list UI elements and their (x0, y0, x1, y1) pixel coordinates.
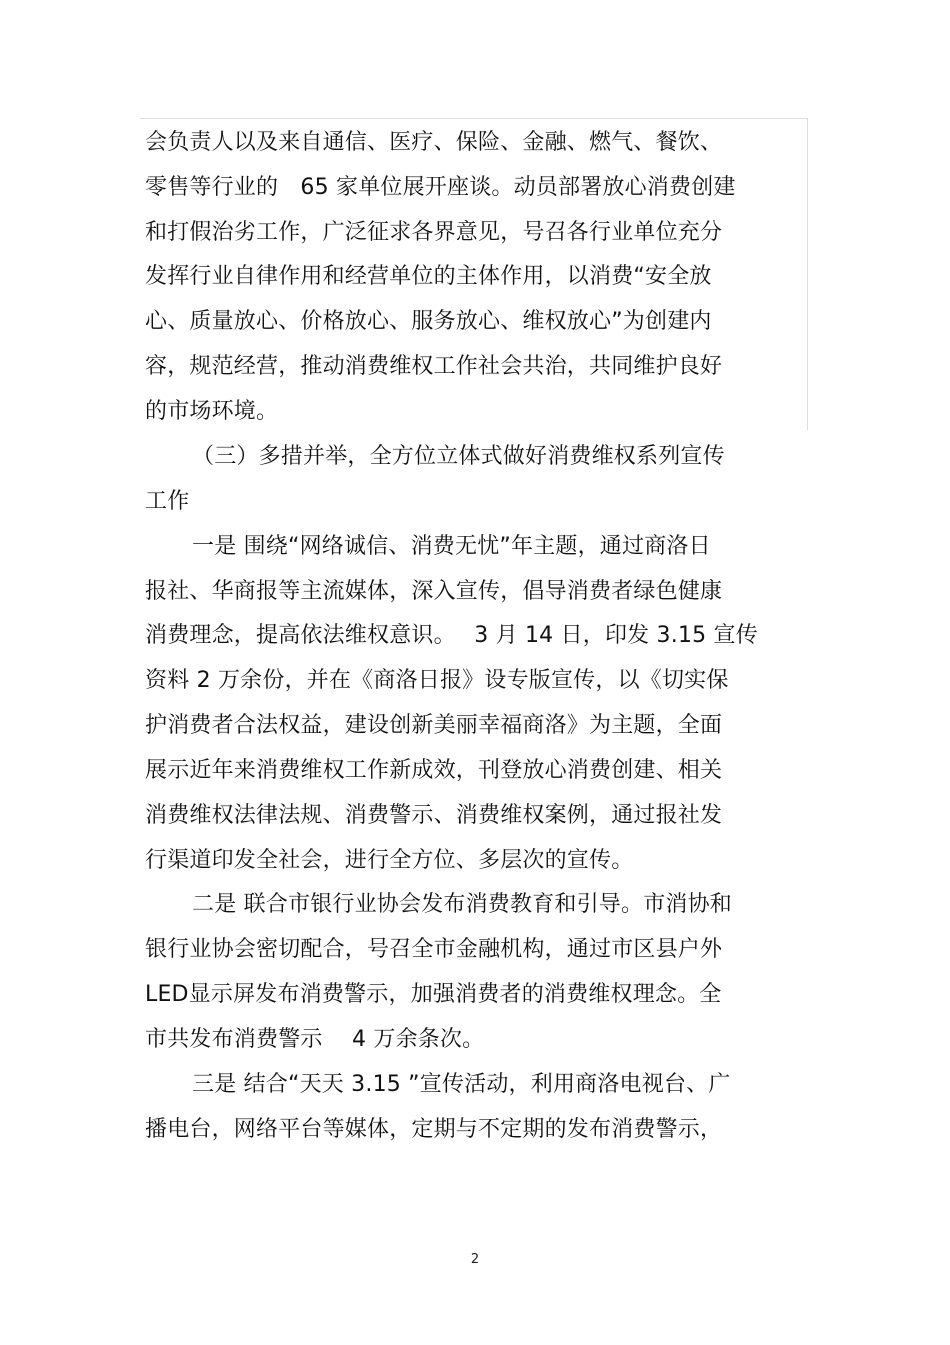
frame-border-top (140, 118, 808, 119)
text-line: 心、质量放心、价格放心、服务放心、维权放心”为创建内 (145, 309, 712, 334)
text-line: 行渠道印发全社会，进行全方位、多层次的宣传。 (145, 848, 634, 873)
text-line: 消费理念，提高依法维权意识。 3 月 14 日，印发 3.15 宣传 (145, 623, 758, 648)
text-line: 播电台，网络平台等媒体，定期与不定期的发布消费警示， (145, 1117, 723, 1142)
text-line: 零售等行业的 65 家单位展开座谈。动员部署放心消费创建 (145, 175, 736, 200)
text-line: 容，规范经营，推动消费维权工作社会共治，共同维护良好 (145, 354, 723, 379)
text-line: 发挥行业自律作用和经营单位的主体作用，以消费“安全放 (145, 264, 712, 289)
page-number: 2 (470, 1252, 480, 1267)
text-line: 的市场环境。 (145, 399, 279, 424)
text-line: 市共发布消费警示 4 万余条次。 (145, 1027, 485, 1052)
text-line: 银行业协会密切配合，号召全市金融机构，通过市区县户外 (145, 937, 723, 962)
text-line: 护消费者合法权益，建设创新美丽幸福商洛》为主题，全面 (145, 713, 723, 738)
paragraph-first-line: 一是 围绕“网络诚信、消费无忧”年主题，通过商洛日 (192, 534, 711, 559)
text-line: 会负责人以及来自通信、医疗、保险、金融、燃气、餐饮、 (145, 130, 723, 155)
text-line: LED显示屏发布消费警示，加强消费者的消费维权理念。全 (145, 982, 722, 1007)
paragraph-first-line: 二是 联合市银行业协会发布消费教育和引导。市消协和 (192, 892, 732, 917)
text-line: 和打假治劣工作，广泛征求各界意见，号召各行业单位充分 (145, 220, 723, 245)
text-line: 消费维权法律法规、消费警示、消费维权案例，通过报社发 (145, 803, 723, 828)
section-heading: （三）多措并举，全方位立体式做好消费维权系列宣传 (192, 444, 725, 469)
section-heading-continued: 工作 (145, 489, 190, 514)
frame-border-right (807, 118, 808, 430)
text-line: 资料 2 万余份，并在《商洛日报》设专版宣传，以《切实保 (145, 668, 729, 693)
paragraph-first-line: 三是 结合“天天 3.15 ”宣传活动，利用商洛电视台、广 (192, 1072, 731, 1097)
text-line: 报社、华商报等主流媒体，深入宣传，倡导消费者绿色健康 (145, 579, 723, 604)
text-line: 展示近年来消费维权工作新成效，刊登放心消费创建、相关 (145, 758, 723, 783)
